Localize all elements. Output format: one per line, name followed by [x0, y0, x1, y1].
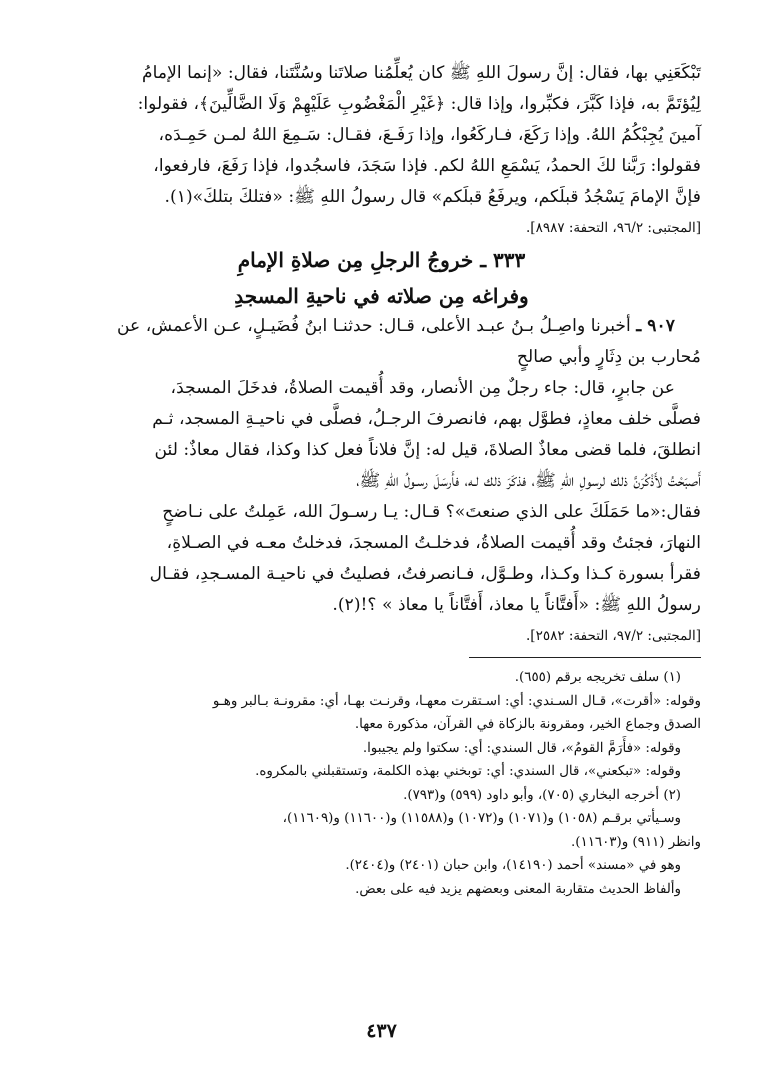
- footnote-line: وألفاظ الحديث متقاربة المعنى وبعضهم يزيد فيه على بعض.: [355, 881, 681, 897]
- footnote-line: (١) سلف تخريجه برقم (٦٥٥).: [514, 670, 681, 685]
- hadith-matn-line: عن جابرٍ، قال: جاء رجلٌ مِن الأنصار، وقد أُقيمت الصلاةُ، فدخَلَ المسجدَ،: [170, 378, 675, 398]
- chapter-title-line-1: ٣٣٣ ـ خروجُ الرجلِ مِن صلاةِ الإمامِ: [237, 248, 526, 272]
- footnotes: [62, 666, 701, 901]
- footnote-line: (٢) أخرجه البخاري (٧٠٥)، وأبو داود (٥٩٩) و(٧٩٣).: [403, 787, 681, 803]
- text-line: آمينَ يُجِبْكُمُ اللهُ. وإذا رَكَعَ، فـاركَعُوا، وإذا رَفَـعَ، فقـال: سَـمِعَ اللهُ لمـن حَمِـدَه،: [158, 125, 701, 145]
- hadith-matn-line: فقال:«ما حَمَلَكَ على الذي صنعتَ»؟ قـال: يـا رسـولَ الله، عَمِلتُ على نـاضحٍ: [162, 502, 701, 522]
- footnote-line: وقوله: «فأَرَمَّ القومُ»، قال السندي: أي: سكتوا ولم يجيبوا.: [362, 740, 681, 756]
- chapter-heading: [62, 245, 701, 311]
- footnote-line: وانظر (٩١١) و(١١٦٠٣).: [571, 834, 701, 850]
- hadith-number: ٩٠٧ ـ: [636, 316, 675, 336]
- isnad-text: أخبرنا واصِـلُ بـنُ عبـد الأعلى، قـال: حدثنـا ابنُ فُضَيـلٍ، عـن الأعمش، عن: [116, 316, 631, 336]
- footnote-divider: [469, 657, 701, 658]
- footnote-line: وقوله: «تبكعني»، قال السندي: أي: توبخني بهذه الكلمة، وتستقبلني بالمكروه.: [255, 764, 681, 779]
- hadith-matn-line: أَصبَحْتُ لأَذْكُرَنَّ ذلك لرسولِ اللهِ ﷺ، فذكَرَ ذلك لـه، فأَرسَلَ رسـولُ اللهِ ﷺ،: [356, 471, 701, 491]
- chapter-title-line-2: وفراغه مِن صلاته في ناحيةِ المسجدِ: [234, 284, 529, 308]
- citation-reference: [المجتبى: ٩٧/٢، التحفة: ٢٥٨٢].: [526, 628, 701, 644]
- text-line: تَبْكَعَنِي بها، فقال: إنَّ رسولَ اللهِ ﷺ كان يُعلِّمُنا صلاتَنا وسُنَّتَنا، فقال: «إنما الإمامُ: [142, 63, 701, 83]
- footnote-line: وسـيأتي برقـم (١٠٥٨) و(١٠٧١) و(١٠٧٢) و(١١٥٨٨) و(١١٦٠٠) و(١١٦٠٩)،: [282, 811, 681, 826]
- hadith-matn-line: النهارَ، فجئتُ وقد أُقيمت الصلاةُ، فدخلـتُ المسجدَ، فدخلتُ معـه في الصـلاةِ،: [166, 533, 701, 553]
- hadith-block: [62, 311, 701, 621]
- intro-text: [62, 58, 701, 213]
- text-line: لِيُؤتَمَّ به، فإذا كَبَّرَ، فكبِّروا، وإذا قال: ﴿غَيْرِ الْمَغْضُوبِ عَلَيْهِمْ وَلَا الضَّالِّينَ﴾، فقولوا:: [137, 94, 701, 114]
- text-line: فإنَّ الإمامَ يَسْجُدُ قبلَكم، ويرفَعُ قبلَكم» قال رسولُ اللهِ ﷺ: «فتلكَ بتلكَ»(١).: [164, 187, 701, 207]
- hadith-isnad-line: [62, 311, 701, 342]
- hadith-matn-line: انطلقَ، فلما قضى معاذٌ الصلاةَ، قيل له: إنَّ فلاناً فعل كذا وكذا، فقال معاذٌ: لئن: [154, 440, 701, 460]
- hadith-isnad-line: مُحارب بن دِثَارٍ وأبي صالحٍ: [516, 347, 701, 367]
- footnote-line: وهو في «مسند» أحمد (١٤١٩٠)، وابن حبان (٢٤٠١) و(٢٤٠٤).: [345, 858, 681, 873]
- hadith-matn-line: رسولُ اللهِ ﷺ: «أَفتَّاناً يا معاذ، أَفتَّاناً يا معاذ » ؟!(٢).: [332, 595, 701, 615]
- text-line: فقولوا: رَبَّنا لكَ الحمدُ، يَسْمَعِ اللهُ لكم. فإذا سَجَدَ، فاسجُدوا، فإذا رَفَعَ، فارفعوا،: [153, 156, 701, 176]
- footnote-line: الصدق وجماع الخير، ومقرونة بالزكاة في القرآن، مذكورة معها.: [354, 717, 701, 732]
- page-number: ٤٣٧: [366, 1020, 397, 1042]
- hadith-matn-line: فقرأ بسورة كـذا وكـذا، وطـوَّل، فـانصرفتُ، فصليتُ في ناحيـة المسـجدِ، فقـال: [149, 564, 701, 584]
- footnote-line: وقوله: «أقرت»، قـال السـندي: أي: اسـتقرت معهـا، وقرنـت بهـا، أي: مقرونـة بـالبر وهـو: [212, 693, 701, 709]
- hadith-matn-line: فصلَّى خلف معاذٍ، فطوَّل بهم، فانصرفَ الرجـلُ، فصلَّى في ناحيـةِ المسجد، ثـم: [152, 409, 701, 429]
- citation-reference: [المجتبى: ٩٦/٢، التحفة: ٨٩٨٧].: [526, 220, 701, 236]
